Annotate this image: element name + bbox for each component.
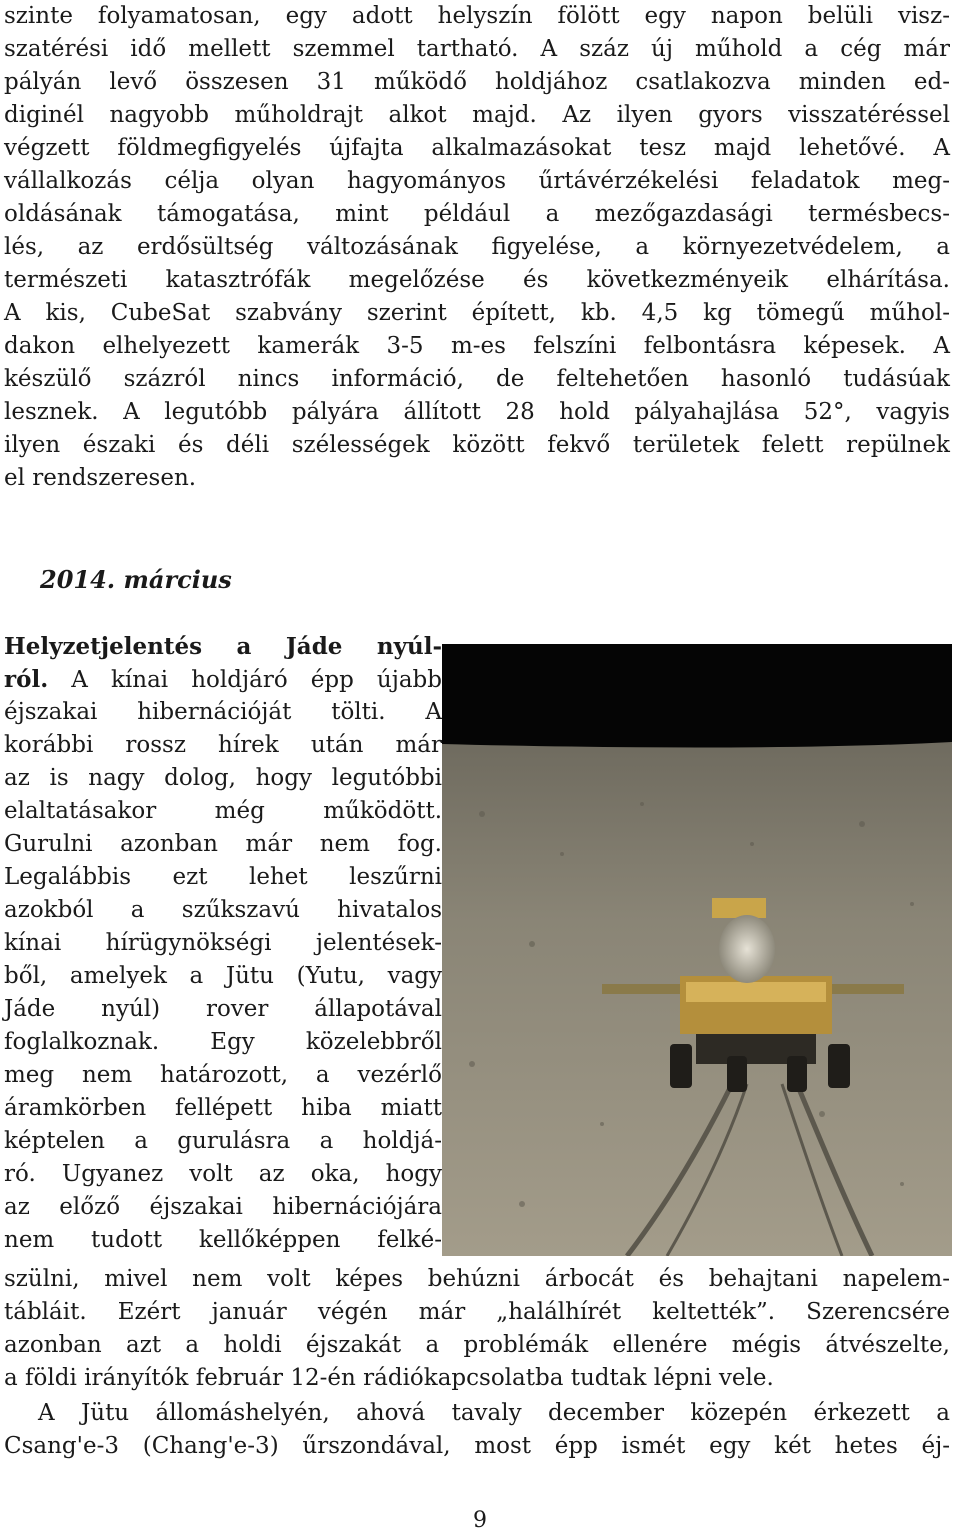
text-line: ilyen északi és déli szélességek között fekvő területek felett repülnek bbox=[4, 432, 950, 458]
text-line: Csang'e-3 (Chang'e-3) űrszondával, most épp ismét egy két hetes éj- bbox=[4, 1433, 950, 1459]
text-line: az előző éjszakai hibernációjára bbox=[4, 1194, 442, 1220]
text-line: szatérési idő mellett szemmel tartható. A száz új műhold a cég már bbox=[4, 36, 950, 62]
text-line: ből, amelyek a Jütu (Yutu, vagy bbox=[4, 963, 442, 989]
article-title-part2: ról. bbox=[4, 666, 49, 693]
text-line: pályán levő összesen 31 működő holdjához csatlakozva minden ed- bbox=[4, 69, 950, 95]
text-line: természeti katasztrófák megelőzése és következményeik elhárítása. bbox=[4, 267, 950, 293]
text-line: diginél nagyobb műholdrajt alkot majd. Az ilyen gyors visszatéréssel bbox=[4, 102, 950, 128]
text-line: éjszakai hibernációját tölti. A bbox=[4, 699, 442, 725]
article-title-part1: Helyzetjelentés a Jáde nyúl- bbox=[4, 633, 442, 660]
article-title bbox=[4, 630, 442, 664]
page-number: 9 bbox=[473, 1508, 487, 1533]
text-line: tábláit. Ezért január végén már „halálhírét keltették”. Szerencsére bbox=[4, 1299, 950, 1325]
text-line: oldásának támogatása, mint például a mezőgazdasági termésbecs- bbox=[4, 201, 950, 227]
text-line bbox=[4, 663, 442, 697]
text-line: képtelen a gurulásra a holdjá- bbox=[4, 1128, 442, 1154]
text-line: végzett földmegfigyelés újfajta alkalmazásokat tesz majd lehetővé. A bbox=[4, 135, 950, 161]
text-line: lés, az erdősültség változásának figyelése, a környezetvédelem, a bbox=[4, 234, 950, 260]
date-heading: 2014. március bbox=[40, 565, 232, 594]
text-line: azonban azt a holdi éjszakát a problémák ellenére mégis átvészelte, bbox=[4, 1332, 950, 1358]
text-line: vállalkozás célja olyan hagyományos űrtávérzékelési feladatok meg- bbox=[4, 168, 950, 194]
text-line: áramkörben fellépett hiba miatt bbox=[4, 1095, 442, 1121]
rover-photo bbox=[442, 644, 952, 1256]
text-line: a földi irányítók február 12-én rádiókapcsolatba tudtak lépni vele. bbox=[4, 1365, 774, 1391]
text-line: azokból a szűkszavú hivatalos bbox=[4, 897, 442, 923]
text-line: dakon elhelyezett kamerák 3-5 m-es felszíni felbontásra képesek. A bbox=[4, 333, 950, 359]
text-line: ró. Ugyanez volt az oka, hogy bbox=[4, 1161, 442, 1187]
text-line: lesznek. A legutóbb pályára állított 28 hold pályahajlása 52°, vagyis bbox=[4, 399, 950, 425]
text-line: A Jütu állomáshelyén, ahová tavaly december közepén érkezett a bbox=[38, 1400, 950, 1426]
text-line: el rendszeresen. bbox=[4, 465, 197, 491]
text-line: elaltatásakor még működött. bbox=[4, 798, 442, 824]
text-line: meg nem határozott, a vezérlő bbox=[4, 1062, 442, 1088]
text-line: szülni, mivel nem volt képes behúzni árbocát és behajtani napelem- bbox=[4, 1266, 950, 1292]
text-line: szinte folyamatosan, egy adott helyszín fölött egy napon belüli visz- bbox=[4, 3, 950, 29]
text-line: foglalkoznak. Egy közelebbről bbox=[4, 1029, 442, 1055]
text-line: A kis, CubeSat szabvány szerint épített, kb. 4,5 kg tömegű műhol- bbox=[4, 300, 950, 326]
text-line: Legalábbis ezt lehet leszűrni bbox=[4, 864, 442, 890]
text-line: korábbi rossz hírek után már bbox=[4, 732, 442, 758]
text-line: nem tudott kellőképpen felké- bbox=[4, 1227, 442, 1253]
text-line: Gurulni azonban már nem fog. bbox=[4, 831, 442, 857]
text-line: Jáde nyúl) rover állapotával bbox=[4, 996, 442, 1022]
text-line: készülő százról nincs információ, de feltehetően hasonló tudásúak bbox=[4, 366, 950, 392]
article-first-line-rest: A kínai holdjáró épp újabb bbox=[48, 667, 442, 693]
text-line: az is nagy dolog, hogy legutóbbi bbox=[4, 765, 442, 791]
text-line: kínai hírügynökségi jelentések- bbox=[4, 930, 442, 956]
